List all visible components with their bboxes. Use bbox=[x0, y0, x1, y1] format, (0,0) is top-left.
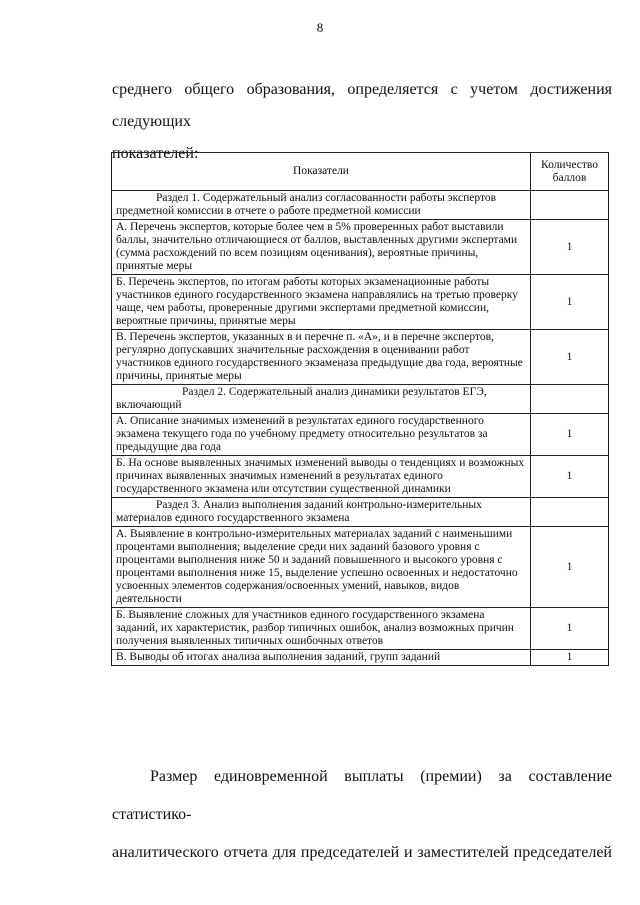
row-3a-score: 1 bbox=[531, 527, 609, 608]
closing-line-1: Размер единовременной выплаты (премии) за составление статистико- bbox=[112, 768, 612, 823]
indicators-table bbox=[111, 152, 609, 666]
table-row bbox=[112, 498, 609, 527]
header-indicators: Показатели bbox=[112, 153, 531, 191]
row-3c-score: 1 bbox=[531, 650, 609, 666]
section-1-text: Раздел 1. Содержательный анализ согласованности работы экспертов предметной комиссии в отчете о работе предметной комиссии bbox=[116, 192, 497, 217]
table-row bbox=[112, 220, 609, 275]
intro-line-2: показателей: bbox=[112, 145, 199, 162]
row-2a-score: 1 bbox=[531, 414, 609, 456]
row-3b-text: Б. Выявление сложных для участников единого государственного экзамена заданий, их характеристик, разбор типичных ошибок, анализ возможных причин получения выявленных типичных ошибочных ответов bbox=[112, 608, 531, 650]
row-1c-score: 1 bbox=[531, 330, 609, 385]
section-3-heading bbox=[112, 498, 531, 527]
row-3b-score: 1 bbox=[531, 608, 609, 650]
closing-paragraph bbox=[112, 758, 612, 872]
empty-cell bbox=[531, 498, 609, 527]
row-3c-text: В. Выводы об итогах анализа выполнения заданий, групп заданий bbox=[112, 650, 531, 666]
page-number: 8 bbox=[316, 20, 324, 35]
intro-line-1: среднего общего образования, определяется с учетом достижения следующих bbox=[112, 81, 612, 130]
table-row bbox=[112, 414, 609, 456]
row-1b-score: 1 bbox=[531, 275, 609, 330]
table-row bbox=[112, 527, 609, 608]
row-1b-text: Б. Перечень экспертов, по итогам работы которых экзаменационные работы участников единого государственного экзамена направлялись на третью проверку чаще, чем работы, проверенные другими экспертами предметной комиссии, вероятные причины, принятые меры bbox=[112, 275, 531, 330]
row-1c-text: В. Перечень экспертов, указанных в и перечне п. «А», и в перечне экспертов, регулярно допускавших значительные расхождения в оценивании работ участников единого государственного экзаменаза предыдущие два года, вероятные причины, принятые меры bbox=[112, 330, 531, 385]
closing-line-2: аналитического отчета для председателей и заместителей председателей bbox=[112, 844, 612, 861]
table-header-row bbox=[112, 153, 609, 191]
table-row bbox=[112, 275, 609, 330]
table-row bbox=[112, 191, 609, 220]
table-row bbox=[112, 650, 609, 666]
table-row bbox=[112, 456, 609, 498]
row-2b-score: 1 bbox=[531, 456, 609, 498]
empty-cell bbox=[531, 385, 609, 414]
section-1-heading bbox=[112, 191, 531, 220]
table-row bbox=[112, 385, 609, 414]
section-2-text: Раздел 2. Содержательный анализ динамики результатов ЕГЭ, включающий bbox=[116, 386, 487, 411]
table-row bbox=[112, 608, 609, 650]
row-3a-text: А. Выявление в контрольно-измерительных материалах заданий с наименьшими процентами выполнения; выделение среди них заданий базового уровня с процентами выполнения ниже 50 и заданий повышенного и высокого уровня с процентами выполнения ниже 15, выделение успешно освоенных и недостаточно усвоенных элементов содержания/освоенных умений, навыков, видов деятельности bbox=[112, 527, 531, 608]
row-1a-text: А. Перечень экспертов, которые более чем в 5% проверенных работ выставили баллы, значительно отличающиеся от баллов, выставленных другими экспертами (сумма расхождений по всем позициям оценивания), вероятные причины, принятые меры bbox=[112, 220, 531, 275]
header-points: Количество баллов bbox=[531, 153, 609, 191]
section-2-heading bbox=[112, 385, 531, 414]
row-2b-text: Б. На основе выявленных значимых изменений выводы о тенденциях и возможных причинах выявленных значимых изменений в результатах единого государственного экзамена или отсутствии существенной динамики bbox=[112, 456, 531, 498]
empty-cell bbox=[531, 191, 609, 220]
table-row bbox=[112, 330, 609, 385]
row-2a-text: А. Описание значимых изменений в результатах единого государственного экзамена текущего года по учебному предмету относительно результатов за предыдущие два года bbox=[112, 414, 531, 456]
section-3-text: Раздел 3. Анализ выполнения заданий контрольно-измерительных материалов единого государственного экзамена bbox=[116, 499, 482, 524]
row-1a-score: 1 bbox=[531, 220, 609, 275]
